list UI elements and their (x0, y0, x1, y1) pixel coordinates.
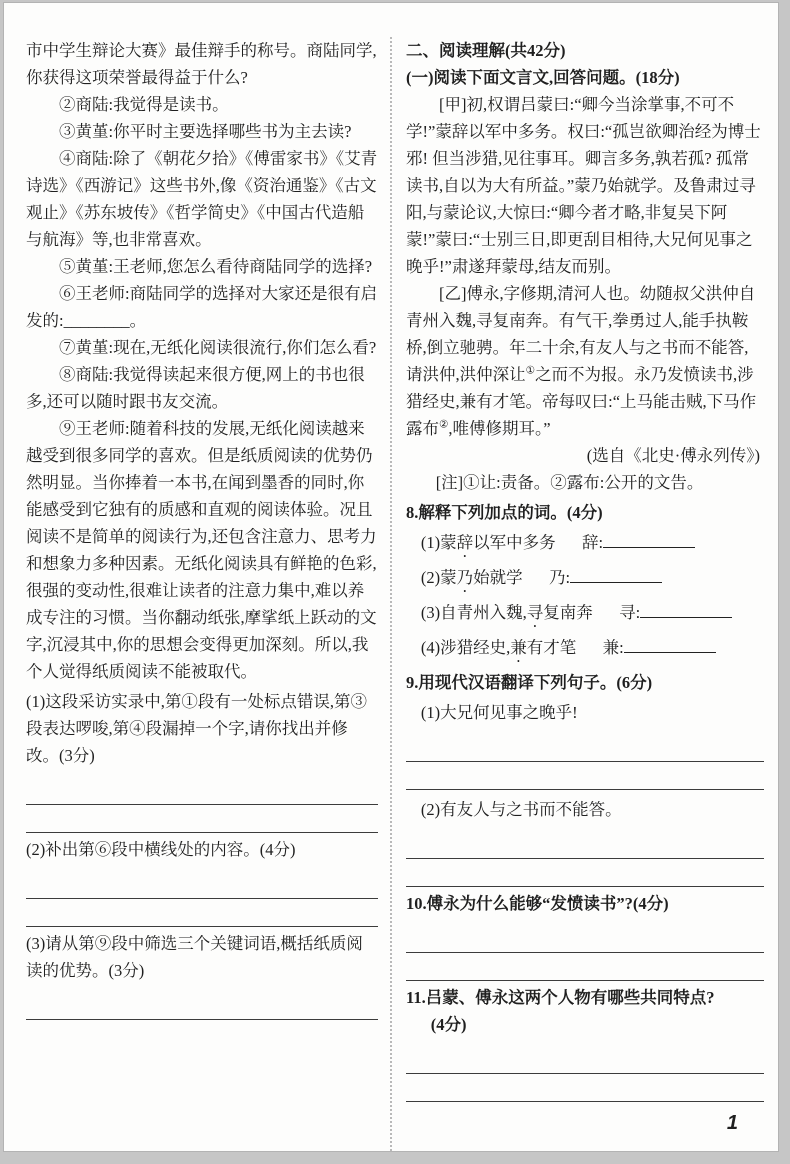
footnote-ref-1: ① (525, 365, 536, 377)
interview-intro: 市中学生辩论大赛》最佳辩手的称号。商陆同学,你获得这项荣誉最得益于什么? (26, 41, 377, 87)
question-8-stem: 8.解释下列加点的词。(4分) (406, 503, 603, 522)
answer-line (406, 762, 764, 790)
answer-line (26, 863, 378, 899)
dotted-word: 寻 (526, 603, 544, 622)
dialog-line-8: ⑧商陆:我觉得读起来很方便,网上的书也很多,还可以随时跟书友交流。 (26, 365, 365, 411)
right-column (392, 37, 764, 1151)
answer-line (26, 984, 378, 1020)
question-11-stem: 11.吕蒙、傅永这两个人物有哪些共同特点? (406, 988, 715, 1007)
question-sub-3-text: (3)请从第⑨段中筛选三个关键词语,概括纸质阅读的优势。(3分) (26, 934, 363, 980)
q8-item-text: 始就学 (473, 568, 523, 587)
answer-line (406, 1074, 764, 1102)
dialog-line-3: ③黄堇:你平时主要选择哪些书为主去读? (59, 122, 352, 141)
answer-line (26, 899, 378, 927)
left-column (26, 37, 392, 1151)
answer-line (406, 953, 764, 981)
part-title: (一)阅读下面文言文,回答问题。(18分) (406, 68, 680, 87)
footnote-ref-2: ② (439, 419, 449, 431)
q8-item-2 (406, 564, 764, 596)
answer-line (406, 726, 764, 762)
q8-term-label: 兼: (602, 638, 624, 657)
q8-item-text: 有才笔 (526, 638, 577, 657)
worksheet-page (3, 2, 779, 1152)
question-11 (406, 984, 764, 1102)
q8-item-3 (406, 599, 764, 631)
dialog-line-9: ⑨王老师:随着科技的发展,无纸化阅读越来越受到很多同学的喜欢。但是纸质阅读的优势仍然明显。当你捧着一本书,在闻到墨香的同时,你能感受到它独有的质感和直观的阅读体验。况且阅读不是简单的阅读行为,还包含注意力、思考力和想象力多种因素。无纸化阅读具有鲜艳的色彩,很强的变动性,很难让读者的注意力集中,难以养成专注的习惯。当你翻动纸张,摩挲纸上跃动的文字,沉浸其中,你的思想会变得更加深刻。所以,我个人觉得纸质阅读不能被取代。 (26, 419, 377, 681)
question-10 (406, 890, 764, 981)
question-11-score: (4分) (430, 1015, 467, 1034)
dotted-word: 辞 (456, 533, 474, 552)
dialog-line-4: ④商陆:除了《朝花夕拾》《傅雷家书》《艾青诗选》《西游记》这些书外,像《资治通鉴》《古文观止》《苏东坡传》《哲学简史》《中国古代造船与航海》等,也非常喜欢。 (26, 149, 378, 249)
answer-line (26, 805, 378, 833)
passage-yi (406, 280, 764, 442)
answer-line (26, 769, 378, 805)
q8-item-4 (406, 634, 764, 666)
question-9 (406, 669, 764, 887)
answer-line (406, 917, 764, 953)
dialog-line-2: ②商陆:我觉得是读书。 (59, 95, 229, 114)
q8-term-label: 辞: (581, 533, 604, 552)
passage-yi-text: 之而不为报。永乃发愤读书,涉猎经史,兼有才笔。帝每叹曰:“上马能击贼,下马作露布 (406, 365, 757, 438)
question-8 (406, 499, 764, 666)
section-title: 二、阅读理解(共42分) (406, 41, 566, 60)
dialog-line-7: ⑦黄堇:现在,无纸化阅读很流行,你们怎么看? (59, 338, 377, 357)
answer-line (406, 859, 764, 887)
passage-yi-text: ,唯傅修期耳。” (448, 419, 551, 438)
passage-source: (选自《北史·傅永列传》) (586, 446, 760, 465)
question-10-stem: 10.傅永为什么能够“发愤读书”?(4分) (406, 894, 669, 913)
passage-jia: [甲]初,权谓吕蒙曰:“卿今当涂掌事,不可不学!”蒙辞以军中多务。权曰:“孤岂欲卿治经为博士邪! 但当涉猎,见往事耳。卿言多务,孰若孤? 孤常读书,自以为大有所益。”蒙乃始就学。及鲁肃过寻阳,与蒙论议,大惊曰:“卿今者才略,非复吴下阿蒙!”蒙曰:“士别三日,即更刮目相待,大兄何见事之晚乎!”肃遂拜蒙母,结友而别。 (406, 95, 761, 276)
q8-item-text: 复南奔 (543, 603, 593, 622)
passage-yi-text: [乙]傅永,字修期,清河人也。幼随叔父洪仲自青州入魏,寻复南奔。有气干,拳勇过人,能手执鞍桥,倒立驰骋。年二十余,有友人与之书而不能答,请洪仲,洪仲深让 (406, 284, 756, 384)
q8-item-text: 以军中多务 (473, 533, 556, 552)
q8-term-label: 乃: (548, 568, 571, 587)
dialog-line-6: ⑥王老师:商陆同学的选择对大家还是很有启发的:________。 (26, 284, 378, 330)
q8-item-text: (2)蒙 (420, 568, 457, 587)
question-sub-1 (26, 688, 378, 833)
fill-blank (624, 638, 716, 653)
q8-item-text: (4)涉猎经史, (420, 638, 511, 657)
fill-blank (640, 603, 732, 618)
dialog-line-5: ⑤黄堇:王老师,您怎么看待商陆同学的选择? (59, 257, 373, 276)
q9-item-1: (1)大兄何见事之晚乎! (420, 703, 578, 722)
q8-term-label: 寻: (619, 603, 641, 622)
answer-line (406, 1038, 764, 1074)
question-sub-2 (26, 836, 378, 927)
q8-item-text: (1)蒙 (420, 533, 457, 552)
q8-item-1 (406, 529, 764, 561)
dotted-word: 乃 (456, 568, 474, 587)
question-sub-3 (26, 930, 378, 1020)
fill-blank (603, 533, 695, 548)
fill-blank (570, 568, 662, 583)
two-column-layout (26, 37, 764, 1151)
footnotes: [注]①让:责备。②露布:公开的文告。 (435, 473, 704, 492)
q8-item-text: (3)自青州入魏, (420, 603, 527, 622)
question-9-stem: 9.用现代汉语翻译下列句子。(6分) (406, 673, 653, 692)
dotted-word: 兼 (510, 638, 527, 657)
page-number: 1 (726, 1112, 738, 1134)
answer-line (406, 823, 764, 859)
question-sub-2-text: (2)补出第⑥段中横线处的内容。(4分) (26, 840, 296, 859)
q9-item-2: (2)有友人与之书而不能答。 (420, 800, 622, 819)
question-sub-1-text: (1)这段采访实录中,第①段有一处标点错误,第③段表达啰唆,第④段漏掉一个字,请你找出并修改。(3分) (26, 692, 367, 765)
